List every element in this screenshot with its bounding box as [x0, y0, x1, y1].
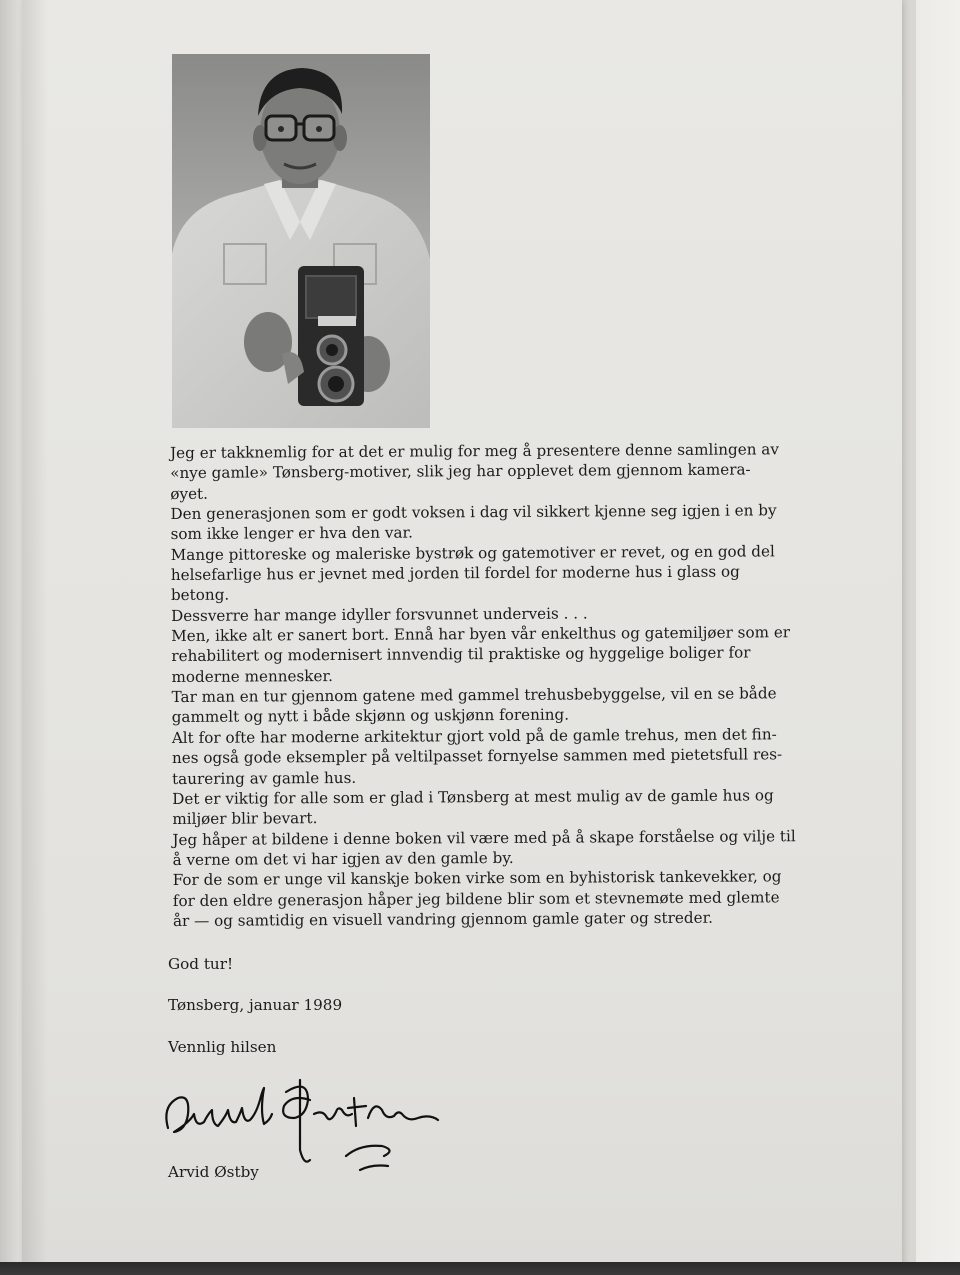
text-line: Dessverre har mange idyller forsvunnet underveis . . . — [171, 604, 588, 625]
text-line: miljøer blir bevart. — [172, 809, 318, 829]
text-line: å verne om det vi har igjen av den gamle by. — [172, 848, 514, 869]
bottom-book-edge — [0, 1262, 960, 1275]
text-line: Men, ikke alt er sanert bort. Ennå har byen vår enkelthus og gatemiljøer som er — [171, 623, 791, 646]
gutter-shadow — [22, 0, 48, 1275]
text-line: Alt for ofte har moderne arkitektur gjort vold på de gamle trehus, men det fin- — [171, 725, 777, 747]
text-line: som ikke lenger er hva den var. — [170, 523, 413, 544]
text-line: Mange pittoreske og maleriske bystrøk og gatemotiver er revet, og en god del — [170, 542, 775, 564]
text-line: Tar man en tur gjennom gatene med gammel trehusbebyggelse, vil en se både — [171, 684, 777, 707]
place-date: Tønsberg, januar 1989 — [168, 996, 343, 1014]
portrait-illustration — [172, 54, 430, 428]
text-line: Jeg håper at bildene i denne boken vil være med på å skape forståelse og vilje til — [172, 826, 796, 849]
text-line: helsefarlige hus er jevnet med jorden til fordel for moderne hus i glass og — [170, 562, 740, 585]
table-surface — [916, 0, 960, 1275]
text-line: «nye gamle» Tønsberg-motiver, slik jeg har opplevet dem gjennom kamera- — [170, 460, 751, 483]
text-line: øyet. — [170, 484, 209, 503]
regards: Vennlig hilsen — [168, 1038, 277, 1056]
author-name: Arvid Østby — [168, 1163, 259, 1181]
greeting: God tur! — [168, 955, 234, 973]
text-line: nes også gode eksempler på veltilpasset fornyelse sammen med pietetsfull res- — [171, 745, 783, 768]
text-line: Den generasjonen som er godt voksen i dag vil sikkert kjenne seg igjen i en by — [170, 501, 777, 524]
text-line: år — og samtidig en visuell vandring gjennom gamle gater og streder. — [172, 908, 714, 930]
text-line: rehabilitert og modernisert innvendig til praktiske og hyggelige boliger for — [171, 643, 751, 666]
foreword-text — [170, 440, 796, 932]
text-line: gammelt og nytt i både skjønn og uskjønn forening. — [171, 706, 570, 727]
text-line: taurering av gamle hus. — [171, 768, 357, 788]
text-line: moderne mennesker. — [171, 666, 333, 686]
author-portrait-photo — [172, 54, 430, 428]
text-line: betong. — [170, 586, 230, 605]
text-line: For de som er unge vil kanskje boken virke som en byhistorisk tankevekker, og — [172, 867, 782, 890]
text-line: Jeg er takknemlig for at det er mulig for meg å presentere denne samlingen av — [170, 440, 779, 462]
text-line: Det er viktig for alle som er glad i Tønsberg at mest mulig av de gamle hus og — [172, 786, 774, 808]
text-line: for den eldre generasjon håper jeg bildene blir som et stevnemøte med glemte — [172, 887, 780, 910]
